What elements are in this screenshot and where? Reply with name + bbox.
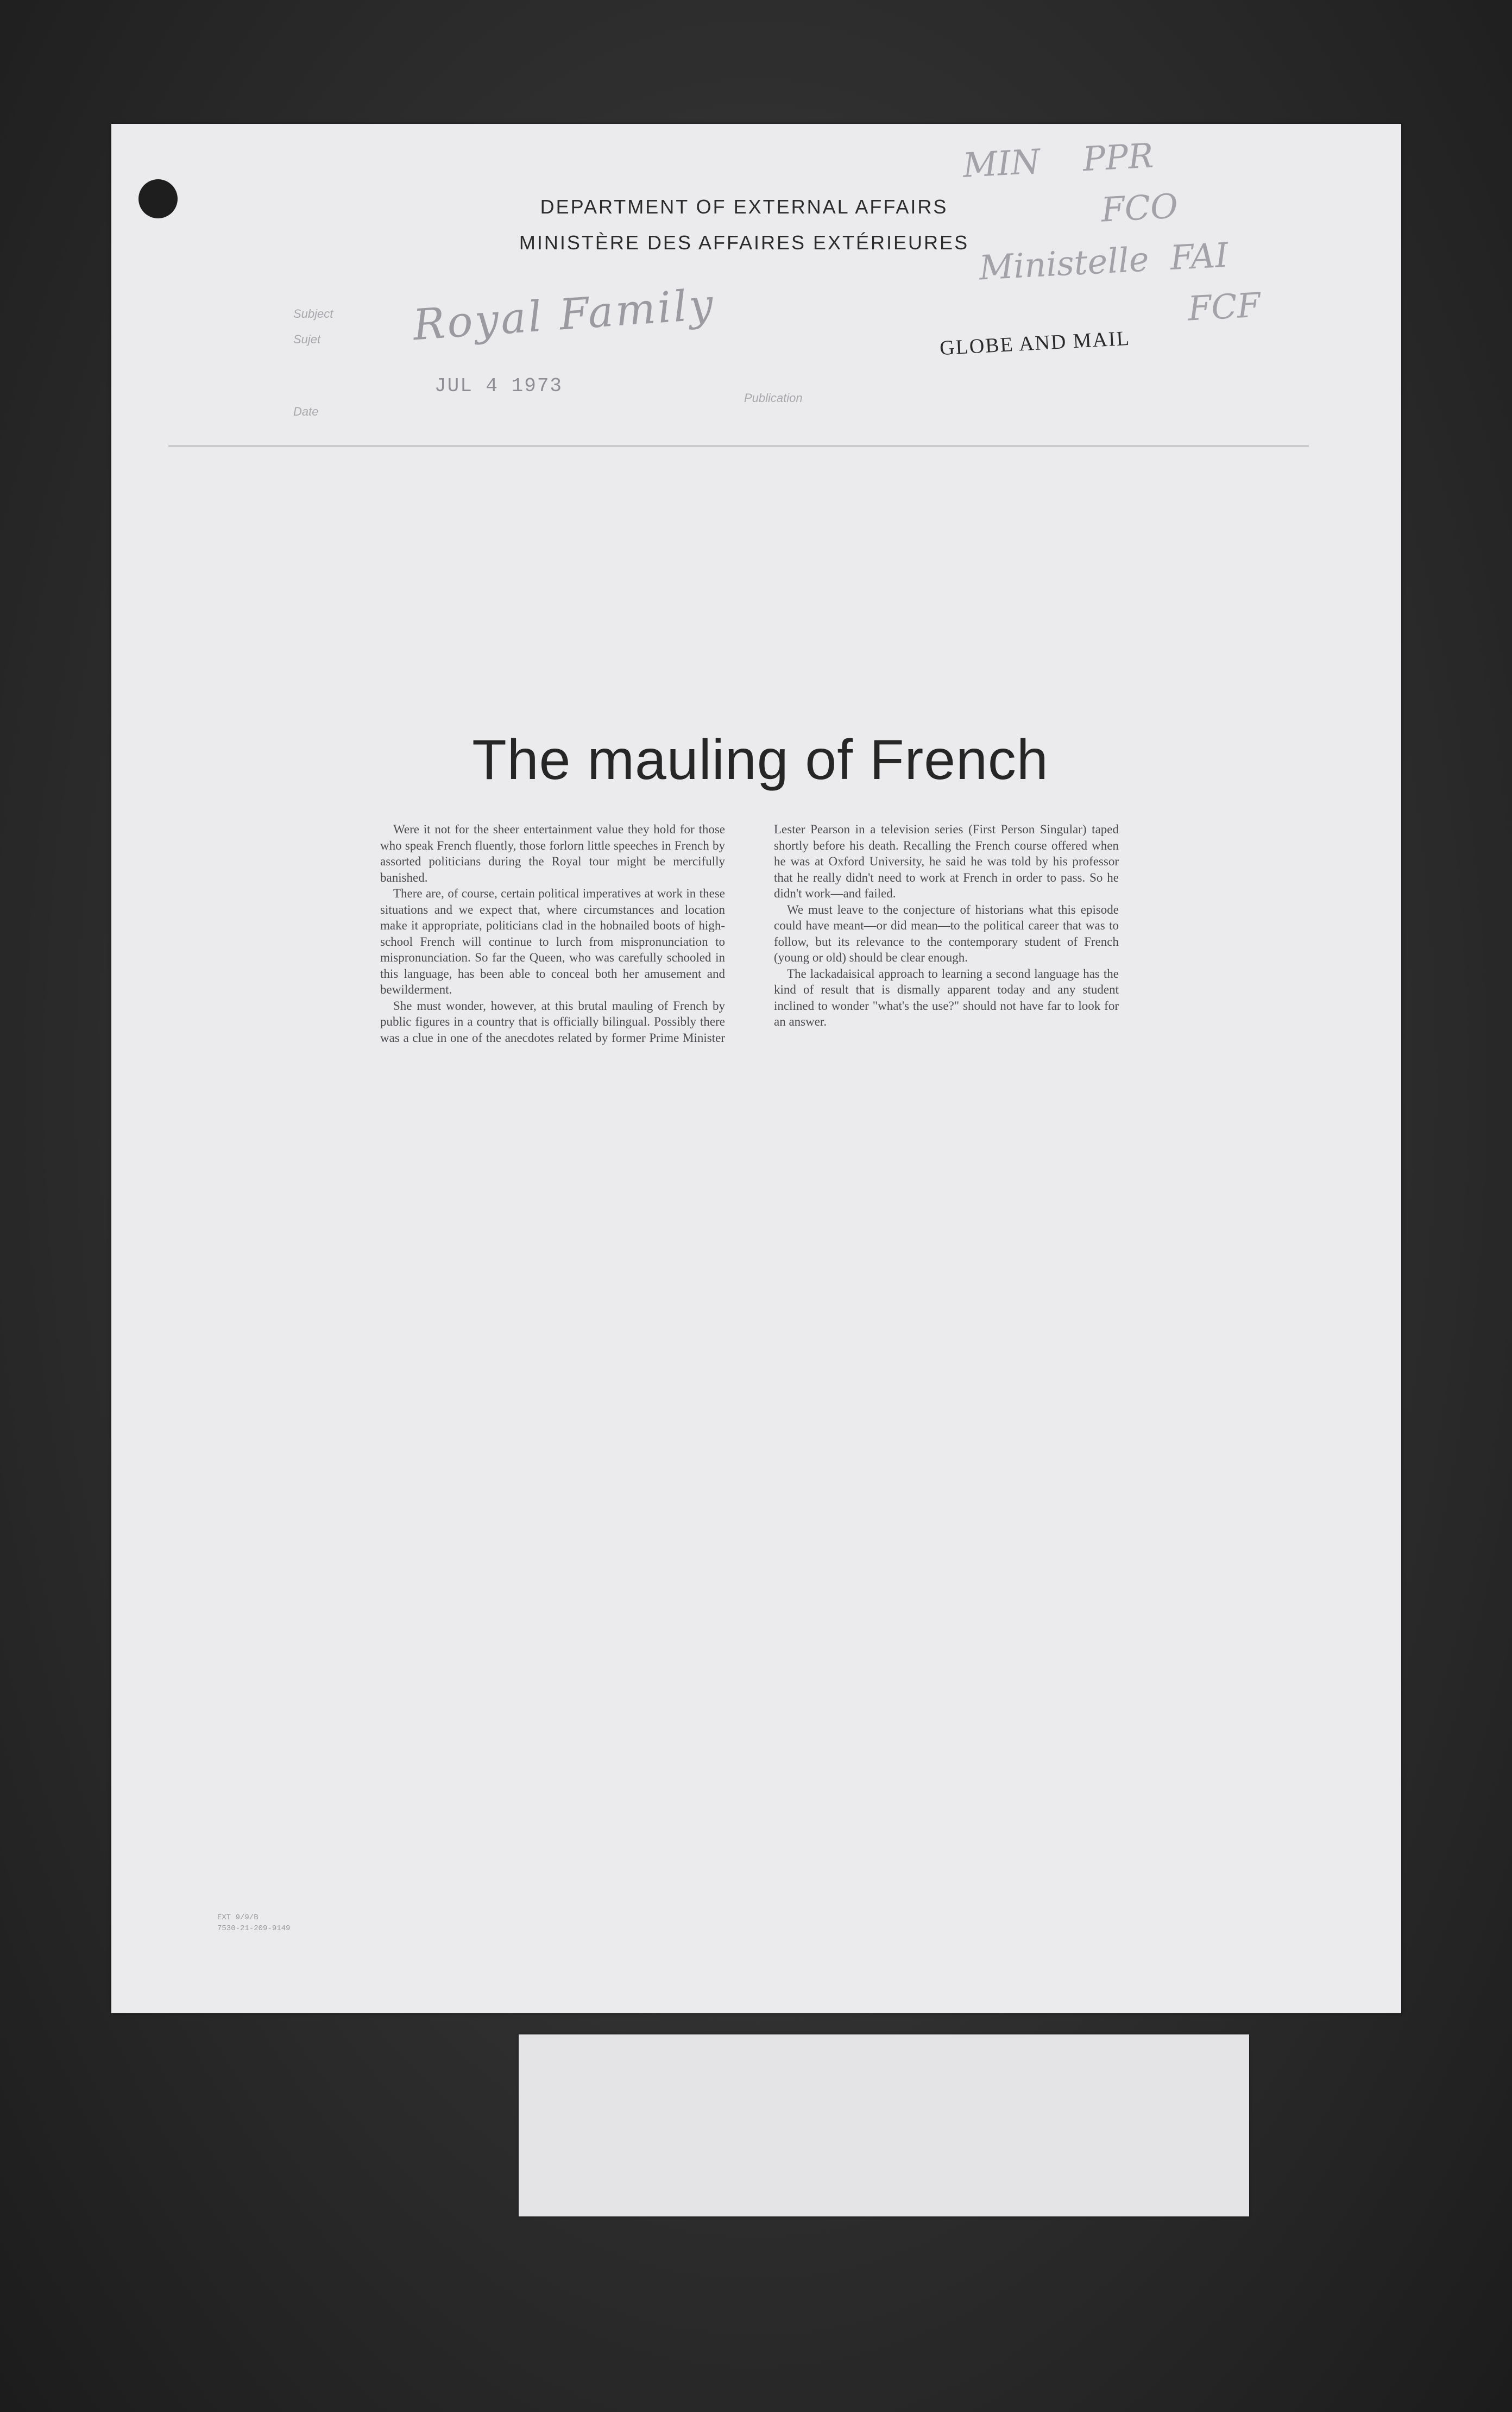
article-paragraph: There are, of course, certain political imperatives at work in these situations and we expect that, where circumstances and location make it appropriate, politicians clad in the hobnailed boots of high-school French will continue to lurch from mispronunciation to mispronunciation. So far the Queen, who was carefully schooled in this language, has been able to conceal both her amusement and bewilderment. [380,887,725,996]
date-stamp: JUL 4 1973 [434,375,563,397]
blank-paper-strip [519,2034,1249,2216]
department-name-french: MINISTÈRE DES AFFAIRES EXTÉRIEURES [519,231,969,254]
subject-label: Subject [293,307,333,321]
article-paragraph: We must leave to the conjecture of historians what this episode could have meant—or did mean—to the political career that was to follow, but its relevance to the contemporary student of French (young or old) should be clear enough. [774,902,1119,964]
article-body [380,821,1119,1046]
routing-line: FCO [1100,186,1179,230]
sujet-label: Sujet [293,332,321,346]
punch-hole [138,179,178,218]
form-code: EXT 9/9/B 7530-21-209-9149 [217,1913,291,1933]
department-name-english: DEPARTMENT OF EXTERNAL AFFAIRS [540,196,948,218]
header-divider [168,445,1309,447]
routing-line: FCF [1187,285,1262,329]
handwritten-routing-notes [961,122,1319,346]
article-paragraph: She must wonder, however, at this brutal mauling of French by public figures in a country that is officially bilingual. Possibly there was a clue in one of the anecdotes related by former Prime Minister Lester Pearson in a television series (First Person Singular) taped shortly before his death. Recalling the French course offered when he was at Oxford University, he said he was told by his professor that he really didn't need to work at French in order to pass. So he didn't work—and failed. [380,822,1119,1045]
article-headline: The mauling of French [472,728,1049,792]
publication-name: GLOBE AND MAIL [939,326,1131,360]
article-paragraph: The lackadaisical approach to learning a second language has the kind of result that is dismally apparent today and any student inclined to wonder "what's the use?" should not have far to look for an answer. [774,966,1119,1028]
routing-line: Ministelle FAI [978,235,1230,288]
handwritten-subject-value: Royal Family [411,280,717,350]
routing-line: MIN PPR [962,135,1155,185]
date-label: Date [293,405,319,418]
publication-label: Publication [744,391,803,405]
article-paragraph: Were it not for the sheer entertainment value they hold for those who speak French fluently, those forlorn little speeches in French by assorted politicians during the Royal tour might be mercifully banished. [380,822,725,884]
